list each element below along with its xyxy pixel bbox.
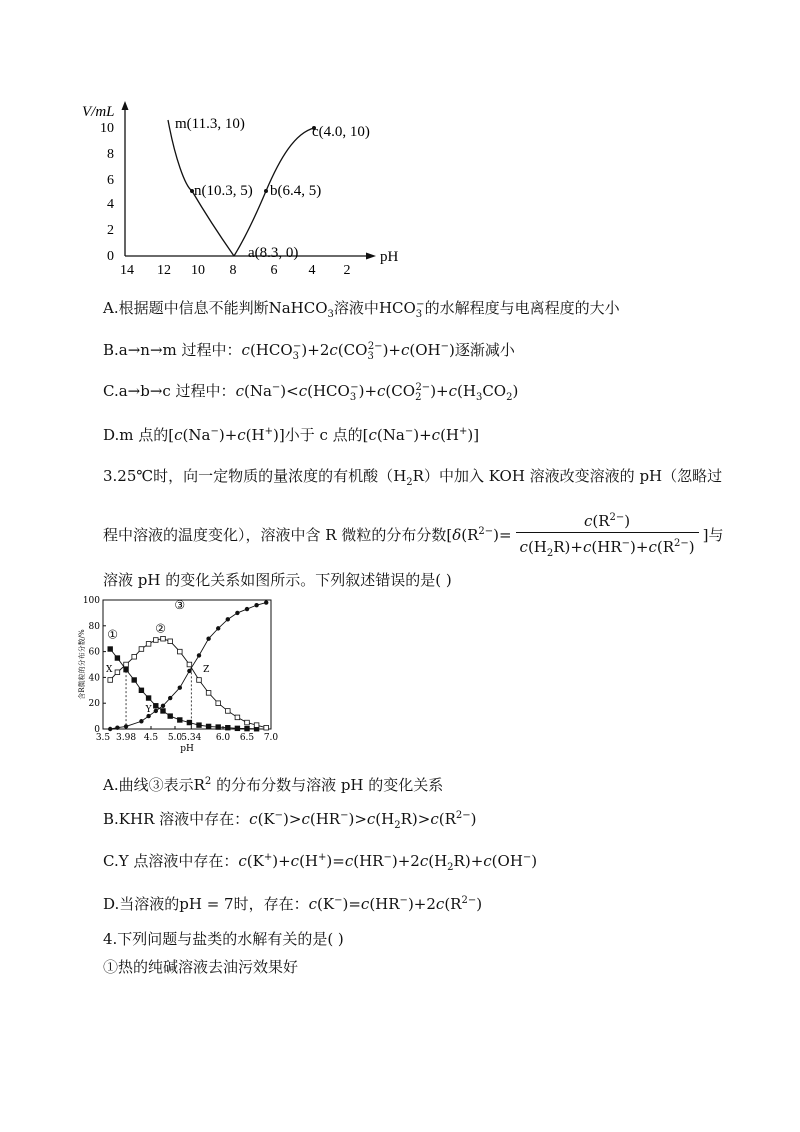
- series-3-point-3: [139, 719, 143, 723]
- x-axis-arrow: [366, 253, 376, 260]
- ytick-8: 8: [107, 147, 114, 162]
- titration-chart: [80, 98, 410, 278]
- xtick-6: 6: [270, 263, 278, 278]
- xtick-label-3.98: 3.98: [116, 733, 137, 743]
- xtick-10: 10: [191, 263, 205, 278]
- series-1-point-2: [124, 667, 129, 672]
- label-b: b(6.4, 5): [270, 183, 322, 199]
- series-2-point-9: [178, 649, 183, 654]
- xtick-12: 12: [157, 263, 171, 278]
- ytick-0: 0: [107, 249, 114, 264]
- y-ticks: [100, 121, 114, 264]
- series-3-point-1: [115, 726, 119, 730]
- series-3-point-16: [254, 603, 258, 607]
- point-b: [264, 189, 268, 193]
- series-1-point-13: [216, 725, 221, 730]
- q4-stem: 4.下列问题与盐类的水解有关的是( ): [103, 930, 344, 948]
- series-2-point-2: [124, 662, 129, 667]
- series-1-point-9: [178, 718, 183, 723]
- series-3-point-7: [168, 696, 172, 700]
- q2-option-c: C.a→b→c 过程中：$c(Na^-)<c(HCO_3^-)+c(CO_2^{2-})+c(H_3CO_2)$: [103, 382, 519, 403]
- series-2-point-13: [216, 701, 221, 706]
- q3-option-a: A.曲线③表示$R^2$ 的分布分数与溶液 pH 的变化关系: [103, 776, 444, 794]
- ytick-label-80: 80: [88, 621, 100, 632]
- series-3-point-9: [187, 669, 191, 673]
- q3-option-d: D.当溶液的pH = 7时，存在：$c(K^-)=c(HR^-)+2c(R^{2-})$: [103, 895, 483, 913]
- series-2-point-0: [108, 678, 113, 683]
- series-2-point-8: [168, 639, 173, 644]
- series-2-point-10: [187, 662, 192, 667]
- series-3-point-12: [216, 626, 220, 630]
- series-3-point-5: [154, 709, 158, 713]
- series-2-point-4: [139, 647, 144, 652]
- x-axis-label: pH: [380, 249, 399, 265]
- series-1-point-12: [206, 724, 211, 729]
- series-2-point-5: [146, 642, 151, 647]
- series-1-point-4: [139, 688, 144, 693]
- series-1-point-6: [154, 703, 159, 708]
- series-line-1: [110, 649, 256, 729]
- series-1-point-16: [245, 726, 250, 731]
- series-1-point-7: [161, 709, 166, 714]
- series-3-point-11: [206, 637, 210, 641]
- q2-option-d: D.m 点的[c(Na−)+c(H+)]小于 c 点的[c(Na−)+c(H+)]: [103, 426, 480, 444]
- q3-option-c: C.Y 点溶液中存在：$c(K^+)+c(H^+)=c(HR^-)+2c(H_2R)+c(OH^-)$: [103, 852, 538, 873]
- ytick-4: 4: [107, 197, 114, 212]
- ytick-2: 2: [107, 223, 114, 238]
- ytick-10: 10: [100, 121, 114, 136]
- series-1-point-10: [187, 720, 192, 725]
- q3-stem-line3: 溶液 pH 的变化关系如图所示。下列叙述错误的是( ): [103, 571, 452, 589]
- q3-option-b: B.KHR 溶液中存在：$c(K^-)>c(HR^-)>c(H_2R)>c(R^{2-})$: [103, 810, 477, 831]
- xtick-label-5.0: 5.0: [167, 733, 183, 743]
- ytick-6: 6: [107, 173, 114, 188]
- ytick-label-60: 60: [88, 647, 100, 658]
- series-1-point-1: [115, 656, 120, 661]
- series-3-point-14: [235, 611, 239, 615]
- ytick-label-100: 100: [82, 596, 100, 606]
- series-2-point-1: [115, 670, 120, 675]
- series-3-point-10: [197, 653, 201, 657]
- curve-label-2: ②: [155, 621, 166, 636]
- xtick-2: 2: [343, 263, 351, 278]
- series-2-point-3: [132, 654, 137, 659]
- xtick-label-3.5: 3.5: [95, 733, 111, 743]
- series-line-2: [110, 639, 266, 728]
- series-2-point-14: [226, 709, 231, 714]
- x-ticks: [120, 263, 351, 278]
- series-2-point-17: [254, 723, 259, 728]
- point-label-x: X: [106, 665, 113, 676]
- series-2-point-15: [235, 715, 240, 720]
- series-3-point-13: [226, 617, 230, 621]
- label-m: m(11.3, 10): [175, 116, 245, 132]
- q2-option-a: A.根据题中信息不能判断NaHCO$_3$溶液中$HCO_3^-$的水解程度与电离程度的大小: [103, 299, 620, 320]
- series-3-point-6: [161, 704, 165, 708]
- xtick-8: 8: [229, 263, 237, 278]
- xtick-label-6.5: 6.5: [239, 733, 255, 743]
- q3-stem-line2: 程中溶液的温度变化），溶液中含 R 微粒的分布分数[$\delta(R^{2-})=$ $\frac{c(R^{2-})}{c(H_2R)+c(HR^-)+c(R^{2-})}$ ]与: [103, 508, 723, 563]
- xtick-label-5.34: 5.34: [181, 733, 202, 743]
- curve-label-3: ③: [174, 598, 186, 613]
- distribution-chart: [75, 594, 285, 758]
- point-label-z: Z: [203, 665, 210, 676]
- point-label-y: Y: [145, 705, 152, 716]
- series-3-point-2: [124, 724, 128, 728]
- series-2-point-12: [206, 691, 211, 696]
- series-3-point-8: [178, 686, 182, 690]
- distribution-fraction: $\frac{c(R^{2-})}{c(H_2R)+c(HR^-)+c(R^{2-})}$: [516, 509, 699, 563]
- series-3-point-15: [245, 607, 249, 611]
- xtick-label-7.0: 7.0: [263, 733, 279, 743]
- series-2-point-6: [154, 638, 159, 643]
- x-axis-label: pH: [180, 744, 194, 754]
- label-c: c(4.0, 10): [312, 124, 370, 140]
- series-1-point-11: [197, 723, 202, 728]
- xtick-14: 14: [120, 263, 134, 278]
- xtick-label-6.0: 6.0: [215, 733, 231, 743]
- y-axis-label: 含R微粒的分布分数/%: [78, 629, 86, 700]
- series-1-point-14: [226, 725, 231, 730]
- ytick-label-40: 40: [88, 673, 100, 684]
- series-1-point-5: [146, 696, 151, 701]
- series-1-point-15: [235, 726, 240, 731]
- xtick-4: 4: [308, 263, 316, 278]
- y-axis-arrow: [122, 101, 129, 110]
- series-1-point-3: [132, 678, 137, 683]
- series-2-point-18: [264, 725, 269, 730]
- ytick-label-0: 0: [94, 725, 100, 735]
- series-3-point-0: [108, 727, 112, 731]
- series-2-point-16: [245, 720, 250, 725]
- xtick-label-4.5: 4.5: [143, 733, 159, 743]
- y-axis-label: V/mL: [82, 104, 115, 120]
- label-n: n(10.3, 5): [194, 183, 253, 199]
- series-3-point-17: [264, 600, 268, 604]
- curve-label-1: ①: [107, 627, 118, 642]
- q2-option-b: B.a→n→m 过程中：$c(HCO_3^-)+2c(CO_3^{2-})+c(OH^-)$逐渐减小: [103, 341, 515, 362]
- ytick-label-20: 20: [88, 699, 100, 710]
- series-1-point-0: [108, 647, 113, 652]
- q4-item-1: ①热的纯碱溶液去油污效果好: [103, 958, 299, 976]
- q3-stem-line1: 3.25℃时，向一定物质的量浓度的有机酸$(H_2R)$中加入 KOH 溶液改变溶液的 pH（忽略过: [103, 467, 723, 488]
- series-2-point-11: [197, 678, 202, 683]
- label-a: a(8.3, 0): [248, 245, 299, 261]
- series-2-point-7: [161, 636, 166, 641]
- series-1-point-8: [168, 714, 173, 719]
